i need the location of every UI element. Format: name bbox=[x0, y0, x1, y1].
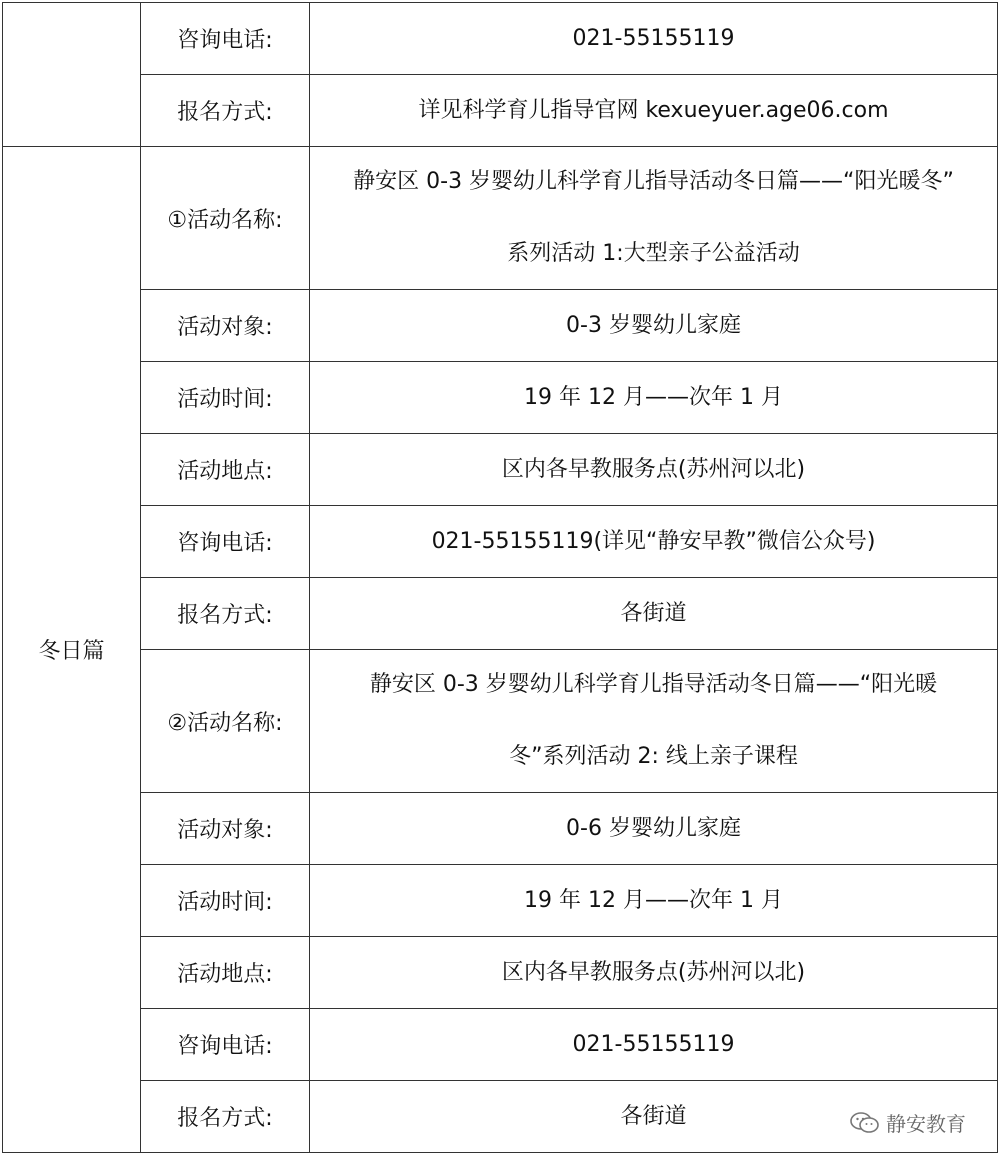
table-row bbox=[3, 3, 998, 75]
value-cell bbox=[310, 434, 998, 506]
phone-value: 021-55155119(详见“静安早教”微信公众号) bbox=[431, 528, 876, 554]
phone-label: 咨询电话: bbox=[177, 531, 273, 556]
table-row bbox=[3, 147, 998, 290]
activity-name-line2: 冬”系列活动 2: 线上亲子课程 bbox=[509, 744, 798, 769]
value-cell bbox=[310, 578, 998, 650]
section-cell bbox=[3, 147, 141, 1153]
activity-name-line1: 静安区 0-3 岁婴幼儿科学育儿指导活动冬日篇——“阳光暖 bbox=[369, 672, 938, 697]
table-row bbox=[3, 937, 998, 1009]
place-value: 区内各早教服务点(苏州河以北) bbox=[501, 959, 806, 985]
time-label: 活动时间: bbox=[177, 890, 273, 915]
table-row bbox=[3, 75, 998, 147]
table-row bbox=[3, 793, 998, 865]
time-label: 活动时间: bbox=[177, 387, 273, 412]
table-row bbox=[3, 650, 998, 793]
activity-name-label: ②活动名称: bbox=[167, 710, 283, 736]
value-cell bbox=[310, 506, 998, 578]
label-cell bbox=[141, 290, 310, 362]
value-cell bbox=[310, 1009, 998, 1081]
place-label: 活动地点: bbox=[177, 459, 273, 484]
time-value: 19 年 12 月——次年 1 月 bbox=[524, 887, 783, 913]
phone-value: 021-55155119 bbox=[572, 25, 735, 51]
table-row bbox=[3, 434, 998, 506]
label-cell bbox=[141, 578, 310, 650]
label-cell bbox=[141, 937, 310, 1009]
label-cell bbox=[141, 362, 310, 434]
value-cell bbox=[310, 865, 998, 937]
watermark bbox=[850, 1108, 966, 1137]
section-title: 冬日篇 bbox=[38, 639, 105, 664]
phone-label: 咨询电话: bbox=[177, 1034, 273, 1059]
signup-label: 报名方式: bbox=[177, 100, 273, 125]
value-cell bbox=[310, 147, 998, 290]
phone-label: 咨询电话: bbox=[177, 28, 273, 53]
place-value: 区内各早教服务点(苏州河以北) bbox=[501, 456, 806, 482]
label-cell bbox=[141, 506, 310, 578]
signup-value: 各街道 bbox=[620, 1103, 687, 1129]
phone-value: 021-55155119 bbox=[572, 1031, 735, 1057]
value-cell bbox=[310, 362, 998, 434]
section-cell-blank bbox=[3, 3, 141, 147]
label-cell bbox=[141, 793, 310, 865]
value-cell bbox=[310, 290, 998, 362]
label-cell bbox=[141, 1009, 310, 1081]
table-row bbox=[3, 865, 998, 937]
signup-label: 报名方式: bbox=[177, 1106, 273, 1131]
wechat-icon bbox=[850, 1112, 880, 1134]
activity-table bbox=[2, 2, 998, 1153]
value-cell bbox=[310, 937, 998, 1009]
value-cell bbox=[310, 650, 998, 793]
label-cell bbox=[141, 3, 310, 75]
target-label: 活动对象: bbox=[177, 818, 273, 843]
value-cell bbox=[310, 793, 998, 865]
target-value: 0-3 岁婴幼儿家庭 bbox=[566, 312, 741, 338]
label-cell bbox=[141, 75, 310, 147]
label-cell bbox=[141, 650, 310, 793]
label-cell bbox=[141, 147, 310, 290]
activity-name-line2: 系列活动 1:大型亲子公益活动 bbox=[507, 241, 800, 266]
signup-value: 详见科学育儿指导官网 kexueyuer.age06.com bbox=[418, 97, 889, 123]
label-cell bbox=[141, 434, 310, 506]
place-label: 活动地点: bbox=[177, 962, 273, 987]
table-row bbox=[3, 578, 998, 650]
signup-value: 各街道 bbox=[620, 600, 687, 626]
table-row bbox=[3, 1009, 998, 1081]
value-cell bbox=[310, 75, 998, 147]
value-cell bbox=[310, 3, 998, 75]
signup-label: 报名方式: bbox=[177, 603, 273, 628]
table-row bbox=[3, 362, 998, 434]
table-row bbox=[3, 1081, 998, 1153]
activity-name-label: ①活动名称: bbox=[167, 207, 283, 233]
table-row bbox=[3, 290, 998, 362]
time-value: 19 年 12 月——次年 1 月 bbox=[524, 384, 783, 410]
label-cell bbox=[141, 865, 310, 937]
target-label: 活动对象: bbox=[177, 315, 273, 340]
activity-name-line1: 静安区 0-3 岁婴幼儿科学育儿指导活动冬日篇——“阳光暖冬” bbox=[353, 169, 954, 194]
watermark-text: 静安教育 bbox=[886, 1112, 966, 1136]
target-value: 0-6 岁婴幼儿家庭 bbox=[566, 815, 741, 841]
table-row bbox=[3, 506, 998, 578]
label-cell bbox=[141, 1081, 310, 1153]
